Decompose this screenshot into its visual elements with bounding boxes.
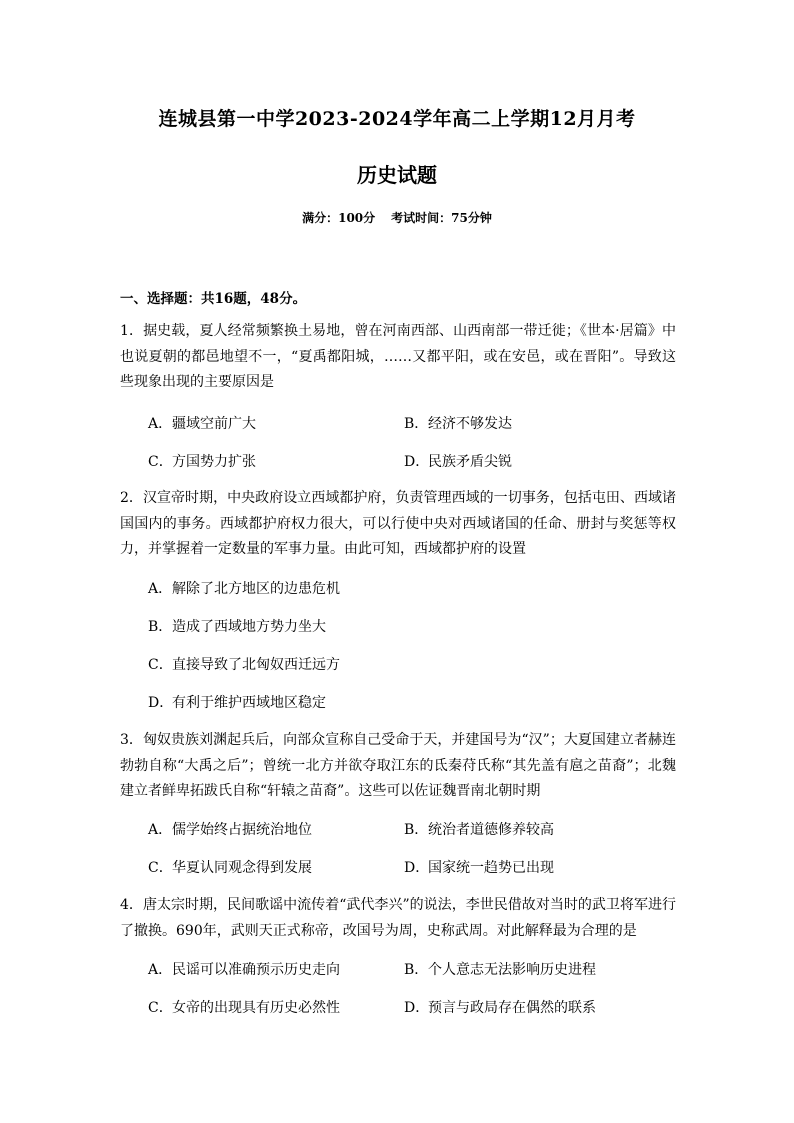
- question-3-option-d[interactable]: [404, 857, 554, 877]
- option-text: 有利于维护西域地区稳定: [172, 695, 326, 711]
- option-text: 经济不够发达: [428, 416, 512, 432]
- question-2-option-d[interactable]: [148, 692, 326, 712]
- option-text: 疆域空前广大: [172, 416, 256, 432]
- question-3-option-a[interactable]: [148, 819, 312, 839]
- question-2-option-b[interactable]: [148, 616, 326, 636]
- option-letter: B．: [404, 822, 429, 838]
- option-text: 女帝的出现具有历史必然性: [172, 1000, 340, 1016]
- option-text: 预言与政局存在偶然的联系: [428, 1000, 596, 1016]
- exam-time: 考试时间：75分钟: [391, 211, 492, 225]
- question-1-stem: 1．据史载，夏人经常频繁换土易地，曾在河南西部、山西南部一带迁徙；《世本·居篇》中也说夏朝的都邑地望不一，“夏禹都阳城，……又都平阳，或在安邑，或在晋阳”。导致这些现象出现的主要原因是: [120, 323, 676, 390]
- option-letter: C．: [148, 1000, 173, 1016]
- exam-meta: [0, 209, 794, 226]
- question-1-option-b[interactable]: [404, 413, 512, 433]
- option-letter: D．: [404, 454, 430, 470]
- option-letter: C．: [148, 657, 173, 673]
- option-letter: B．: [148, 619, 173, 635]
- option-letter: D．: [404, 860, 430, 876]
- option-letter: D．: [404, 1000, 430, 1016]
- option-text: 国家统一趋势已出现: [428, 860, 554, 876]
- question-4-option-c[interactable]: [148, 997, 340, 1017]
- option-text: 儒学始终占据统治地位: [172, 822, 312, 838]
- question-1-option-a[interactable]: [148, 413, 256, 433]
- option-text: 个人意志无法影响历史进程: [428, 962, 596, 978]
- option-letter: C．: [148, 454, 173, 470]
- option-text: 解除了北方地区的边患危机: [172, 581, 340, 597]
- exam-title: 连城县第一中学2023-2024学年高二上学期12月月考: [158, 108, 636, 130]
- question-2-option-a[interactable]: [148, 578, 340, 598]
- full-score: 满分：100分: [302, 211, 376, 225]
- option-text: 造成了西域地方势力坐大: [172, 619, 326, 635]
- question-4-option-b[interactable]: [404, 959, 596, 979]
- option-text: 统治者道德修养较高: [428, 822, 554, 838]
- option-text: 民族矛盾尖锐: [428, 454, 512, 470]
- question-1-option-c[interactable]: [148, 451, 256, 471]
- option-text: 方国势力扩张: [172, 454, 256, 470]
- option-letter: A．: [148, 962, 173, 978]
- question-4-stem: 4．唐太宗时期，民间歌谣中流传着“武代李兴”的说法，李世民借故对当时的武卫将军进行了撤换。690年，武则天正式称帝，改国号为周，史称武周。对此解释最为合理的是: [120, 897, 676, 939]
- option-text: 华夏认同观念得到发展: [172, 860, 312, 876]
- question-4-option-a[interactable]: [148, 959, 340, 979]
- question-2-stem: 2．汉宣帝时期，中央政府设立西域都护府，负责管理西域的一切事务，包括屯田、西域诸国国内的事务。西域都护府权力很大，可以行使中央对西域诸国的任命、册封与奖惩等权力，并掌握着一定数量的军事力量。由此可知，西域都护府的设置: [120, 490, 676, 557]
- option-letter: D．: [148, 695, 174, 711]
- question-3-option-c[interactable]: [148, 857, 312, 877]
- section-heading: 一、选择题：共16题，48分。: [120, 291, 307, 307]
- question-4-option-d[interactable]: [404, 997, 596, 1017]
- option-text: 民谣可以准确预示历史走向: [172, 962, 340, 978]
- option-letter: C．: [148, 860, 173, 876]
- option-letter: A．: [148, 416, 173, 432]
- option-letter: B．: [404, 416, 429, 432]
- question-2-option-c[interactable]: [148, 654, 340, 674]
- option-letter: A．: [148, 581, 173, 597]
- exam-subject: 历史试题: [357, 163, 437, 187]
- option-letter: B．: [404, 962, 429, 978]
- option-text: 直接导致了北匈奴西迁远方: [172, 657, 340, 673]
- question-1-option-d[interactable]: [404, 451, 512, 471]
- question-3-option-b[interactable]: [404, 819, 554, 839]
- option-letter: A．: [148, 822, 173, 838]
- question-3-stem: 3．匈奴贵族刘渊起兵后，向部众宣称自己受命于天，并建国号为“汉”；大夏国建立者赫连勃勃自称“大禹之后”；曾统一北方并欲夺取江东的氐秦苻氏称“其先盖有扈之苗裔”；北魏建立者鲜卑拓跋氏自称“轩辕之苗裔”。这些可以佐证魏晋南北朝时期: [120, 732, 676, 799]
